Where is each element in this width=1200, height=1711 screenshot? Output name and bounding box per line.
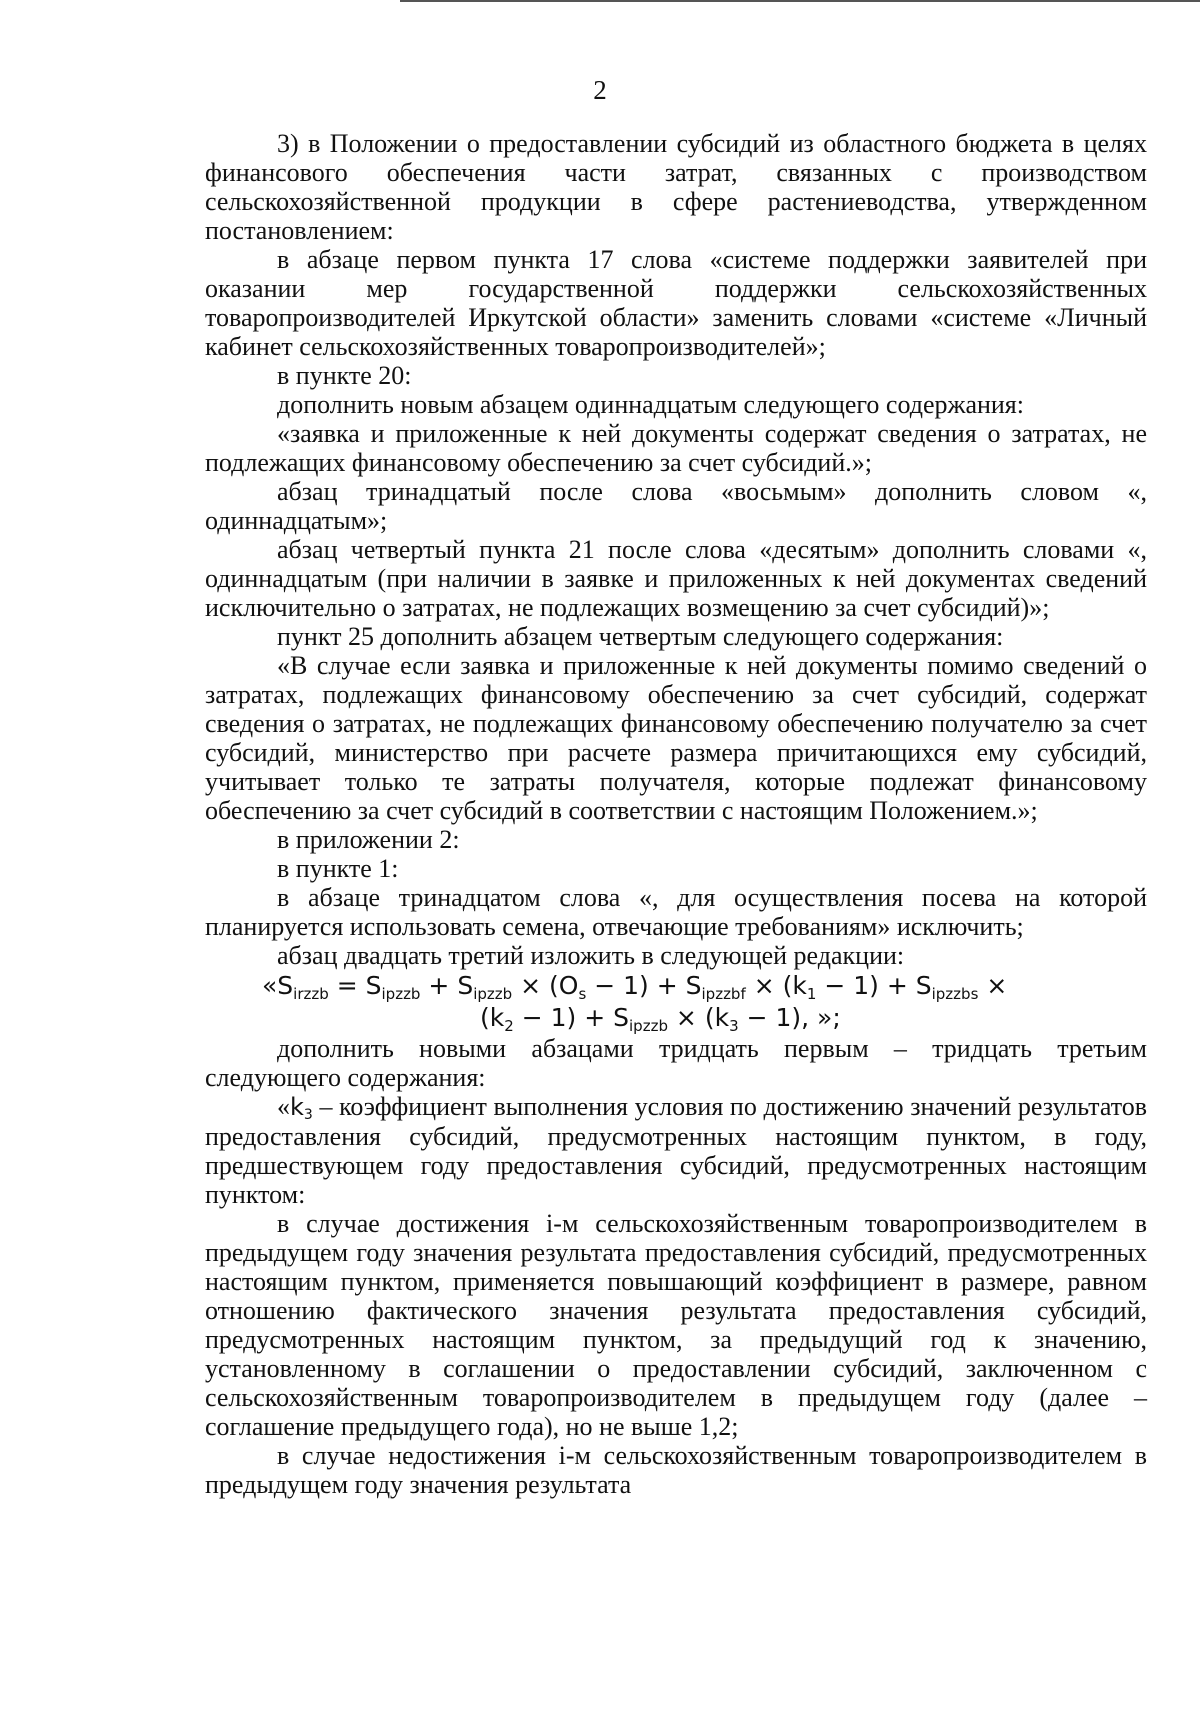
document-body [205,129,1147,1499]
formula-line-2: $(k_2 - 1) + S_{ipzzb} \times (k_3 - 1)$, »; [480,1003,841,1035]
paragraph: дополнить новыми абзацами тридцать первым – тридцать третьим следующего содержания: [205,1034,1147,1092]
paragraph: 3) в Положении о предоставлении субсидий из областного бюджета в целях финансового обеспечения части затрат, связанных с производством сельскохозяйственной продукции в сфере растениеводства, утвержденном постановлением: [205,129,1147,245]
page-number: 2 [593,75,607,105]
paragraph: в абзаце первом пункта 17 слова «системе поддержки заявителей при оказании мер государственной поддержки сельскохозяйственных товаропроизводителей Иркутской области» заменить словами «системе «Личный кабинет сельскохозяйственных товаропроизводителей»; [205,245,1147,361]
paragraph: в случае достижения i-м сельскохозяйственным товаропроизводителем в предыдущем году значения результата предоставления субсидий, предусмотренных настоящим пунктом, применяется повышающий коэффициент в размере, равном отношению фактического значения результата предоставления субсидий, предусмотренных настоящим пунктом, за предыдущий год к значению, установленному в соглашении о предоставлении субсидий, заключенном с сельскохозяйственным товаропроизводителем в предыдущем году (далее – соглашение предыдущего года), но не выше 1,2; [205,1209,1147,1441]
paragraph: в абзаце тринадцатом слова «, для осуществления посева на которой планируется использовать семена, отвечающие требованиям» исключить; [205,883,1147,941]
paragraph: пункт 25 дополнить абзацем четвертым следующего содержания: [277,622,1004,651]
paragraph: абзац тринадцатый после слова «восьмым» дополнить словом «, одиннадцатым»; [205,477,1147,535]
paragraph: «В случае если заявка и приложенные к ней документы помимо сведений о затратах, подлежащих финансовому обеспечению за счет субсидий, содержат сведения о затратах, не подлежащих финансовому обеспечению получателю за счет субсидий, министерство при расчете размера причитающихся ему субсидий, учитывает только те затраты получателя, которые подлежат финансовому обеспечению за счет субсидий в соответствии с настоящим Положением.»; [205,651,1147,825]
paragraph: в случае недостижения i-м сельскохозяйственным товаропроизводителем в предыдущем году значения результата [205,1441,1147,1499]
paragraph: в приложении 2: [277,825,460,854]
formula-line-1: «$S_{irzzb} = S_{ipzzb} + S_{ipzzb} \times (O_s - 1) + S_{ipzzbf} \times (k_1 - 1) + S_{ipzzbs}$ × [262,971,1008,1003]
paragraph: в пункте 20: [277,361,412,390]
paragraph: «заявка и приложенные к ней документы содержат сведения о затратах, не подлежащих финансовому обеспечению за счет субсидий.»; [205,419,1147,477]
top-rule [400,0,1200,2]
paragraph: в пункте 1: [277,854,399,883]
paragraph: абзац четвертый пункта 21 после слова «десятым» дополнить словами «, одиннадцатым (при наличии в заявке и приложенных к ней документах сведений исключительно о затратах, не подлежащих возмещению за счет субсидий)»; [205,535,1147,622]
paragraph: дополнить новым абзацем одиннадцатым следующего содержания: [277,390,1024,419]
paragraph: абзац двадцать третий изложить в следующей редакции: [277,941,905,970]
paragraph-k3-definition: «$k_3$ – коэффициент выполнения условия по достижению значений результатов предоставления субсидий, предусмотренных настоящим пунктом, в году, предшествующем году предоставления субсидий, предусмотренных настоящим пунктом: [205,1092,1147,1209]
